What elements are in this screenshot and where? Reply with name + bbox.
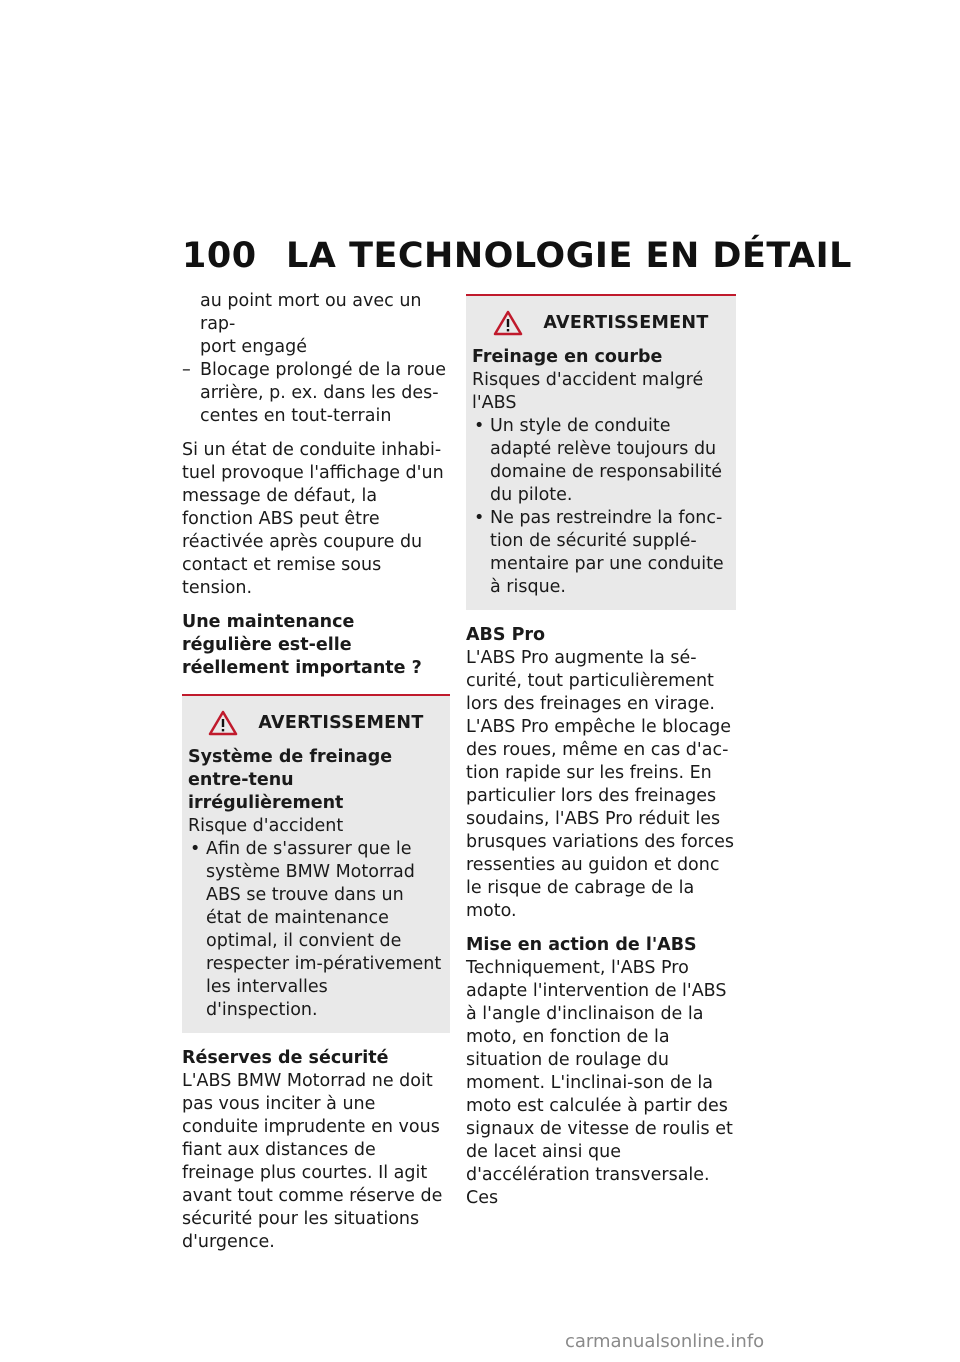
dash-marker: – — [182, 360, 191, 380]
warning-box-cornering — [466, 294, 736, 610]
heading-maintenance: Une maintenance régulière est-elle réellement importante ? — [182, 612, 422, 678]
page-header — [182, 236, 852, 276]
warning-bullet-text: Ne pas restreindre la fonc-tion de sécurité supplé-mentaire par une conduite à risque. — [490, 508, 724, 597]
heading-abs-activation: Mise en action de l'ABS — [466, 935, 697, 955]
warning-header — [472, 310, 730, 336]
heading-abs-pro: ABS Pro — [466, 625, 546, 645]
right-column — [466, 290, 736, 1221]
paragraph-abs-pro: L'ABS Pro augmente la sé-curité, tout particulièrement lors des freinages en virage. L'ABS Pro empêche le blocage des roues, même en cas d'ac-tion rapide sur les freins. En particulier lors des freinages soudains, l'ABS Pro réduit les brusques variations des forces ressenties au guidon et donc le risque de cabrage de la moto. — [466, 648, 734, 921]
warning-bullet-text: Un style de conduite adapté relève toujours du domaine de responsabilité du pilote. — [490, 416, 723, 505]
warning-bullet — [188, 838, 444, 1022]
watermark: carmanualsonline.info — [565, 1331, 765, 1352]
page-title: LA TECHNOLOGIE EN DÉTAIL — [286, 236, 852, 276]
warning-header — [188, 710, 444, 736]
page-number: 100 — [182, 236, 257, 276]
warning-title: Freinage en courbe — [472, 347, 663, 367]
warning-risk: Risque d'accident — [188, 816, 344, 836]
warning-bullet-text: Afin de s'assurer que le système BMW Motorrad ABS se trouve dans un état de maintenance optimal, il convient de respecter im-pérativement les intervalles d'inspection. — [206, 839, 442, 1020]
paragraph-abs-activation: Techniquement, l'ABS Pro adapte l'intervention de l'ABS à l'angle d'inclinaison de la moto, en fonction de la situation de roulage du moment. L'inclinai-son de la moto est calculée à partir des signaux de vitesse de roulis et de lacet ainsi que d'accélération transversale. Ces — [466, 958, 733, 1208]
warning-label: AVERTISSEMENT — [258, 712, 424, 733]
warning-risk: Risques d'accident malgré l'ABS — [472, 370, 704, 413]
bullet-dot: • — [474, 416, 485, 436]
warning-triangle-icon — [208, 710, 238, 736]
dash-item-text: Blocage prolongé de la roue arrière, p. ex. dans les des-centes en tout-terrain — [200, 360, 447, 426]
warning-box-maintenance — [182, 694, 450, 1033]
intro-line-2: port engagé — [200, 337, 307, 357]
warning-bullet — [472, 507, 730, 599]
warning-title: Système de freinage entre-tenu irrégulièrement — [188, 747, 393, 813]
warning-triangle-icon — [493, 310, 523, 336]
left-column — [182, 290, 450, 1265]
bullet-dot: • — [474, 508, 485, 528]
paragraph-safety-reserves: L'ABS BMW Motorrad ne doit pas vous inciter à une conduite imprudente en vous fiant aux distances de freinage plus courtes. Il agit avant tout comme réserve de sécurité pour les situations d'urgence. — [182, 1071, 443, 1252]
warning-bullet — [472, 415, 730, 507]
warning-label: AVERTISSEMENT — [543, 312, 709, 333]
intro-line-1: au point mort ou avec un rap- — [200, 291, 422, 334]
bullet-dot: • — [190, 839, 201, 859]
dash-list-item — [182, 359, 450, 428]
paragraph-reactivation: Si un état de conduite inhabi-tuel provoque l'affichage d'un message de défaut, la fonction ABS peut être réactivée après coupure du contact et remise sous tension. — [182, 440, 444, 598]
heading-safety-reserves: Réserves de sécurité — [182, 1048, 389, 1068]
